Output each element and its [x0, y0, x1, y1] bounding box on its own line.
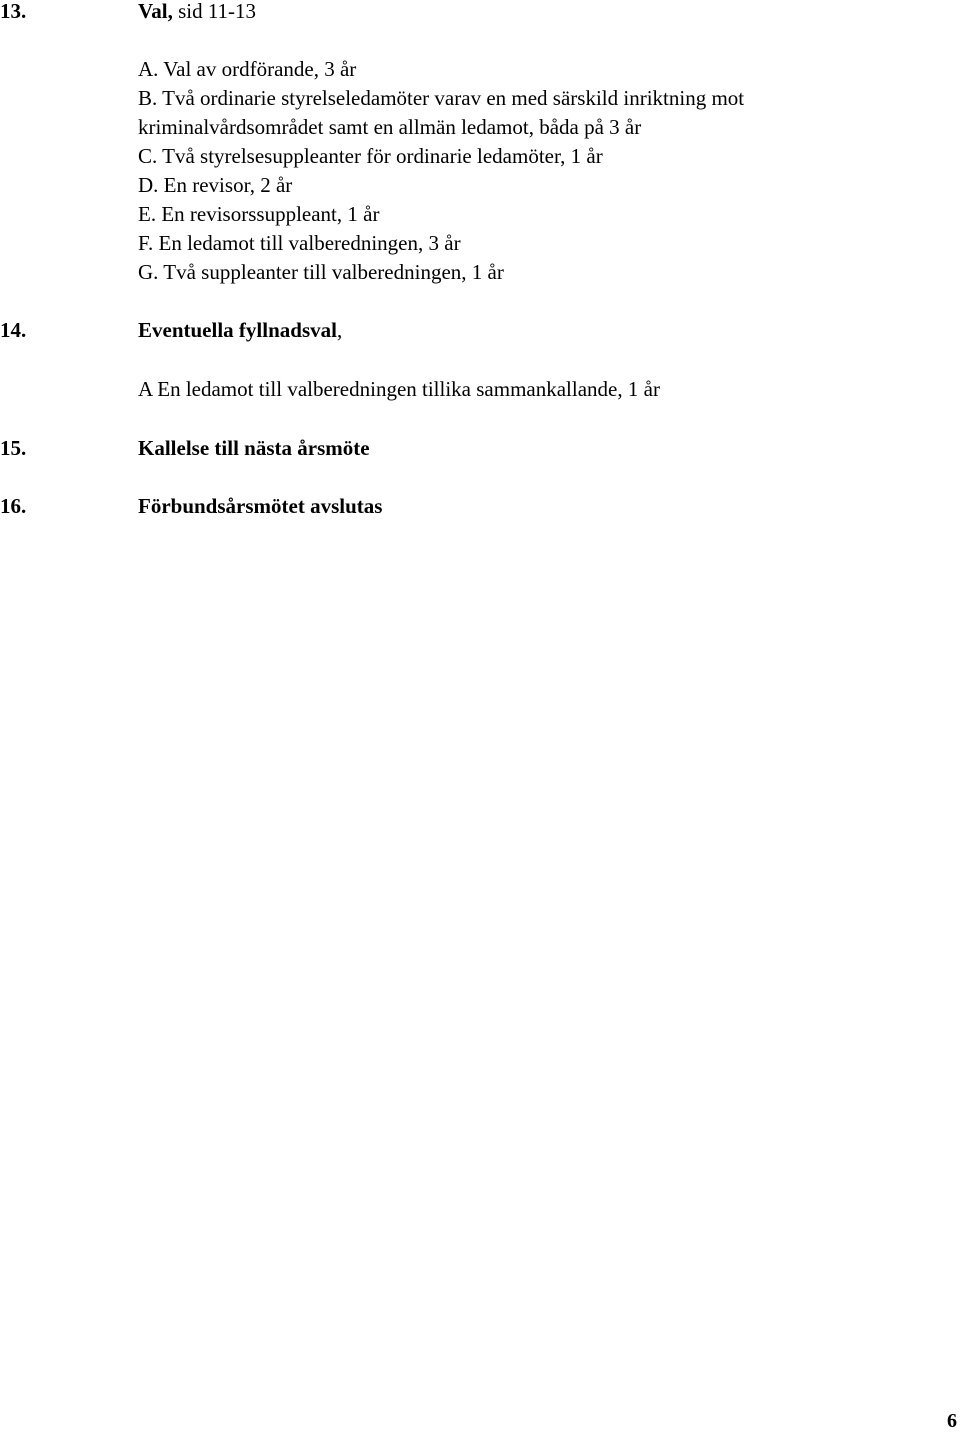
section-number: 15.: [0, 436, 27, 460]
section-number: 14.: [0, 318, 27, 342]
list-item: B. Två ordinarie styrelseledamöter varav en med särskild inriktning mot: [138, 86, 745, 110]
section-title: [138, 316, 342, 345]
section-title-bold: Val,: [138, 0, 173, 23]
list-item: A En ledamot till valberedningen tillika sammankallande, 1 år: [138, 377, 660, 401]
section-title-rest: sid 11-13: [172, 0, 257, 23]
section-title-bold: Eventuella fyllnadsval: [138, 318, 337, 342]
section-title: [138, 0, 256, 26]
section-number: 16.: [0, 494, 27, 518]
list-item: kriminalvårdsområdet samt en allmän ledamot, båda på 3 år: [138, 115, 642, 139]
section-title-rest: ,: [336, 318, 343, 342]
list-item: F. En ledamot till valberedningen, 3 år: [138, 231, 461, 255]
section-number: 13.: [0, 0, 27, 23]
page-number: 6: [947, 1410, 957, 1432]
section-title: [138, 492, 382, 521]
list-item: G. Två suppleanter till valberedningen, 1 år: [138, 260, 504, 284]
list-item: C. Två styrelsesuppleanter för ordinarie ledamöter, 1 år: [138, 144, 603, 168]
section-title-bold: Kallelse till nästa årsmöte: [138, 436, 370, 460]
list-item: E. En revisorssuppleant, 1 år: [138, 202, 380, 226]
by-election-list: [138, 375, 918, 404]
section-title: [138, 434, 370, 463]
list-item: D. En revisor, 2 år: [138, 173, 293, 197]
section-title-bold: Förbundsårsmötet avslutas: [138, 494, 383, 518]
list-item: A. Val av ordförande, 3 år: [138, 57, 357, 81]
election-list: [138, 55, 918, 287]
